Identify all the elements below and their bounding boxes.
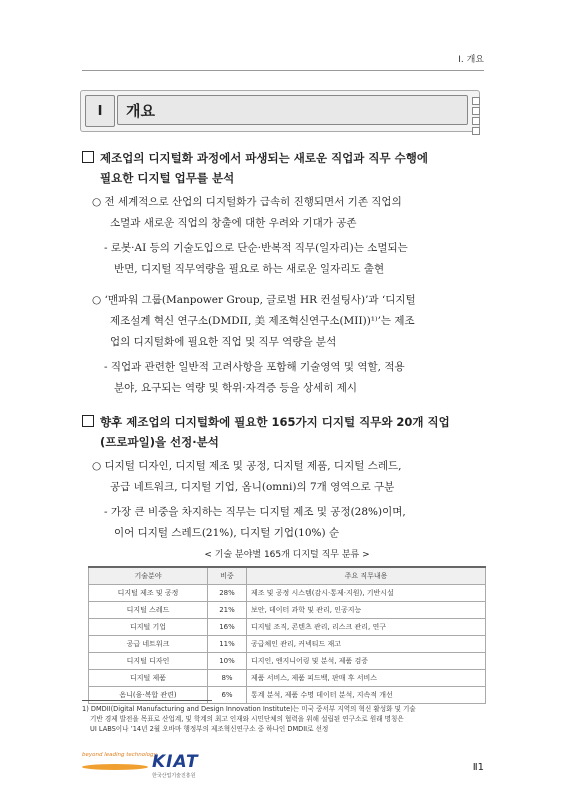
sec1-bullet1-line1: ○ 전 세계적으로 산업의 디지털화가 급속히 진행되면서 기존 직업의 xyxy=(92,196,402,208)
footnote-line: UI LABS이나 ’14년 2월 오바마 행정부의 제조혁신연구소 중 하나인 DMDII로 선정 xyxy=(90,725,329,733)
header-divider xyxy=(82,70,484,71)
page-number: Ⅱ1 xyxy=(472,762,484,773)
table-cell: 디지털 기업 xyxy=(89,619,208,636)
section1-heading-cont: 필요한 디지털 업무를 분석 xyxy=(100,171,235,185)
table-row xyxy=(89,602,486,619)
logo-tagline: beyond leading technology xyxy=(82,752,157,758)
logo-subtitle: 한국산업기술진흥원 xyxy=(152,773,196,779)
table-cell: 디지털 조직, 콘텐츠 관리, 리스크 관리, 연구 xyxy=(247,619,486,636)
table-header-cell: 기술분야 xyxy=(89,567,208,585)
table-header-cell: 비중 xyxy=(208,567,247,585)
sec1-bullet2-line3: 업의 디지털화에 필요한 직업 및 직무 역량을 분석 xyxy=(110,336,337,348)
sec2-dash1-line2: 이어 디지털 스레드(21%), 디지털 기업(10%) 순 xyxy=(114,527,340,539)
table-cell: 디지털 스레드 xyxy=(89,602,208,619)
table-cell: 공급체인 관리, 커넥티드 재고 xyxy=(247,636,486,653)
table-cell: 공급 네트워크 xyxy=(89,636,208,653)
decorative-squares xyxy=(472,97,480,137)
table-cell: 11% xyxy=(208,636,247,653)
footnote-line: 기반 경제 발전을 목표로 산업계, 및 학계의 최고 인재와 시민단체의 협력을 위해 설립된 연구소로 원래 명칭은 xyxy=(90,715,404,723)
logo-swoosh-icon xyxy=(82,764,148,770)
table-row xyxy=(89,653,486,670)
table-row xyxy=(89,636,486,653)
table-cell: 8% xyxy=(208,670,247,687)
table-cell: 디지털 제조 및 공정 xyxy=(89,585,208,602)
sec1-dash1-line1: - 로봇·AI 등의 기술도입으로 단순·반복적 직무(일자리)는 소멸되는 xyxy=(104,242,408,254)
sec1-dash1-line2: 반면, 디지털 직무역량을 필요로 하는 새로운 일자리도 출현 xyxy=(114,263,385,275)
running-header: Ⅰ. 개요 xyxy=(458,55,484,65)
table-cell: 6% xyxy=(208,687,247,704)
table-header-row xyxy=(89,567,486,585)
footnote-line: 1) DMDII(Digital Manufacturing and Design Innovation Institute)는 미국 중서부 지역의 혁신 활성화 및 기술 xyxy=(82,705,416,713)
table-cell: 디지털 디자인 xyxy=(89,653,208,670)
sec2-dash1-line1: - 가장 큰 비중을 차지하는 직무는 디지털 제조 및 공정(28%)이며, xyxy=(104,506,406,518)
table-cell: 제품 서비스, 제품 피드백, 판매 후 서비스 xyxy=(247,670,486,687)
sec1-bullet1-line2: 소멸과 새로운 직업의 창출에 대한 우려와 기대가 공존 xyxy=(110,217,357,229)
table-cell: 디지인, 엔지니어링 및 분석, 제품 검증 xyxy=(247,653,486,670)
table-caption: < 기술 분야별 165개 디지털 직무 분류 > xyxy=(204,550,370,560)
footnote xyxy=(82,704,486,734)
footnote-divider xyxy=(82,700,212,701)
table-row xyxy=(89,619,486,636)
kiat-logo xyxy=(82,752,199,779)
skills-table xyxy=(88,566,486,704)
sec2-bullet1-line2: 공급 네트워크, 디지털 기업, 옴니(omni)의 7개 영역으로 구분 xyxy=(110,481,395,493)
table-cell: 16% xyxy=(208,619,247,636)
chapter-title-box xyxy=(80,90,480,132)
table-row xyxy=(89,670,486,687)
section2-heading-cont: (프로파일)을 선정·분석 xyxy=(100,435,219,449)
sec1-dash2-line2: 분야, 요구되는 역량 및 학위·자격증 등을 상세히 제시 xyxy=(114,382,358,394)
table-cell: 보안, 데이터 과학 및 관리, 인공지능 xyxy=(247,602,486,619)
section2-heading: 향후 제조업의 디지털화에 필요한 165가지 디지털 직무와 20개 직업 xyxy=(82,412,450,432)
logo-wordmark: KIAT xyxy=(152,752,199,772)
chapter-title: 개요 xyxy=(117,95,468,125)
table-cell: 제조 및 공정 시스템(감시·통제·지원), 기반시설 xyxy=(247,585,486,602)
table-header-cell: 주요 직무내용 xyxy=(247,567,486,585)
sec1-dash2-line1: - 직업과 관련한 일반적 고려사항을 포함해 기술영역 및 역할, 적용 xyxy=(104,361,405,373)
table-cell: 28% xyxy=(208,585,247,602)
table-row xyxy=(89,585,486,602)
sec2-bullet1-line1: ○ 디지털 디자인, 디지털 제조 및 공정, 디지털 제품, 디지털 스레드, xyxy=(92,460,402,472)
sec1-bullet2-line2: 제조설계 혁신 연구소(DMDII, 美 제조혁신연구소(MII))¹⁾’는 제조 xyxy=(110,315,415,327)
table-cell: 옴니(융·복합 관련) xyxy=(89,687,208,704)
table-cell: 10% xyxy=(208,653,247,670)
table-cell: 21% xyxy=(208,602,247,619)
checkbox-bullet-icon xyxy=(82,415,94,427)
chapter-number: Ⅰ xyxy=(85,95,115,127)
sec1-bullet2-line1: ○ ‘맨파워 그룹(Manpower Group, 글로벌 HR 컨설팅사)’과 ‘디지털 xyxy=(92,294,416,306)
section1-heading: 제조업의 디지털화 과정에서 파생되는 새로운 직업과 직무 수행에 xyxy=(82,148,428,168)
checkbox-bullet-icon xyxy=(82,151,94,163)
table-cell: 통계 분석, 제품 수명 데이터 분석, 지속적 개선 xyxy=(247,687,486,704)
table-cell: 디지털 제품 xyxy=(89,670,208,687)
